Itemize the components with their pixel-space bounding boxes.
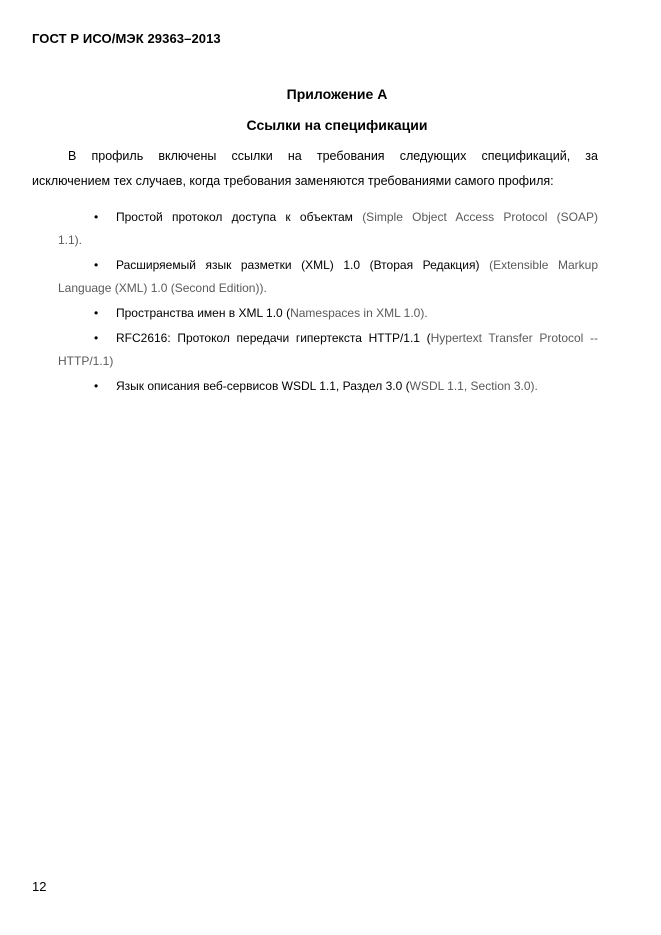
list-item (58, 302, 598, 325)
item-en-continuation: HTTP/1.1) (58, 354, 114, 368)
item-en-continuation: 1.1). (58, 233, 83, 247)
page-number: 12 (32, 879, 47, 894)
item-ru-text: Простой протокол доступа к объектам (116, 210, 353, 224)
item-en-text: (Extensible Markup (479, 258, 598, 272)
list-item (58, 375, 598, 398)
item-en-continuation: Language (XML) 1.0 (Second Edition)). (58, 281, 267, 295)
item-ru-text: Расширяемый язык разметки (XML) 1.0 (Вторая Редакция) (116, 258, 480, 272)
item-ru-text: Язык описания веб-сервисов WSDL 1.1, Раздел 3.0 ( (116, 379, 410, 393)
list-item (58, 254, 598, 300)
intro-paragraph (32, 144, 598, 194)
list-item (58, 327, 598, 373)
bullet-icon: • (94, 379, 99, 393)
item-en-text: Hypertext Transfer Protocol -- (430, 331, 598, 345)
section-title: Ссылки на спецификации (246, 117, 428, 133)
item-ru-text: RFC2616: Протокол передачи гипертекста HTTP/1.1 ( (116, 331, 431, 345)
bullet-icon: • (94, 258, 99, 272)
bullet-icon: • (94, 306, 99, 320)
list-item (58, 206, 598, 252)
spec-list (58, 206, 598, 400)
item-en-text: (Simple Object Access Protocol (SOAP) (352, 210, 598, 224)
intro-line-1: В профиль включены ссылки на требования следующих спецификаций, за (68, 149, 598, 163)
bullet-icon: • (94, 210, 99, 224)
appendix-title: Приложение А (286, 86, 388, 102)
item-en-text: WSDL 1.1, Section 3.0). (409, 379, 538, 393)
item-en-text: Namespaces in XML 1.0). (290, 306, 428, 320)
bullet-icon: • (94, 331, 99, 345)
standard-header: ГОСТ Р ИСО/МЭК 29363–2013 (32, 31, 221, 46)
intro-line-2: исключением тех случаев, когда требования заменяются требованиями самого профиля: (32, 174, 554, 188)
item-ru-text: Пространства имен в XML 1.0 ( (116, 306, 291, 320)
